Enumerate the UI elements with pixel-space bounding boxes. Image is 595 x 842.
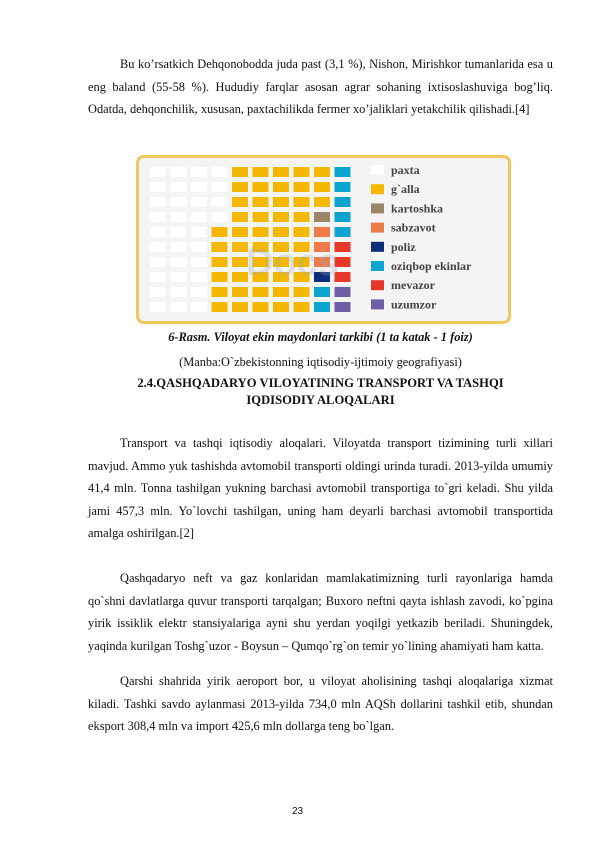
legend-label-paxta: paxta	[391, 163, 420, 177]
legend-swatch-uzumzor	[371, 299, 384, 309]
grid-cell-galla	[212, 287, 228, 297]
legend-swatch-paxta	[371, 165, 384, 175]
legend-label-poliz: poliz	[391, 239, 416, 254]
grid-cell-kartoshka	[314, 212, 330, 222]
grid-cell-sabzavot	[314, 227, 330, 237]
grid-cell-paxta	[150, 257, 166, 267]
grid-cell-paxta	[171, 182, 187, 192]
grid-cell-paxta	[191, 212, 207, 222]
grid-cell-galla	[273, 167, 289, 177]
page-number: 23	[291, 806, 304, 817]
grid-cell-paxta	[171, 272, 187, 282]
legend-label-oziqbop: oziqbop ekinlar	[391, 259, 472, 273]
grid-cell-paxta	[191, 302, 207, 312]
grid-cell-galla	[232, 182, 248, 192]
grid-cell-paxta	[212, 167, 228, 177]
grid-cell-galla	[273, 287, 289, 297]
grid-cell-galla	[294, 167, 310, 177]
grid-cell-galla	[212, 257, 228, 267]
grid-cell-galla	[212, 242, 228, 252]
grid-cell-galla	[232, 212, 248, 222]
grid-cell-paxta	[171, 242, 187, 252]
grid-cell-paxta	[171, 227, 187, 237]
grid-cell-galla	[294, 182, 310, 192]
grid-cell-paxta	[171, 167, 187, 177]
grid-cell-paxta	[171, 302, 187, 312]
legend-swatch-sabzavot	[371, 223, 384, 233]
grid-cell-paxta	[191, 242, 207, 252]
grid-cell-galla	[232, 167, 248, 177]
grid-cell-paxta	[191, 257, 207, 267]
grid-cell-paxta	[150, 287, 166, 297]
grid-cell-galla	[253, 302, 269, 312]
grid-cell-paxta	[191, 167, 207, 177]
legend-label-uzumzor: uzumzor	[391, 297, 437, 312]
grid-cell-galla	[232, 302, 248, 312]
grid-cell-paxta	[171, 257, 187, 267]
grid-cell-galla	[314, 167, 330, 177]
grid-cell-galla	[273, 212, 289, 222]
grid-cell-galla	[253, 167, 269, 177]
legend-label-mevazor: mevazor	[391, 278, 435, 293]
grid-cell-uzumzor	[335, 302, 351, 312]
grid-cell-galla	[253, 227, 269, 237]
crop-area-figure	[136, 155, 511, 324]
grid-cell-paxta	[212, 197, 228, 207]
crop-structure-grid-chart	[136, 155, 511, 324]
legend-swatch-mevazor	[371, 280, 384, 290]
grid-cell-galla	[253, 197, 269, 207]
paragraph-pipelines: Qashqadaryo neft va gaz konlaridan mamlakatimizning turli rayonlariga hamda qo`shni davlatlarga quvur transporti tarqalgan; Buxoro neftni qayta ishlash zavodi, ko`pgina yirik issiklik elektr stansiyalariga ayni shu yerdan yoqilgi yetkazib beriladi. Shuningdek, yaqinda kurilgan Toshg`uzor - Boysun – Qumqo`rg`on temir yo`lining ahamiyati ham katta.	[88, 571, 553, 653]
section-heading	[88, 375, 553, 409]
paragraph-farm-share: Bu ko’rsatkich Dehqonobodda juda past (3,1 %), Nishon, Mirishkor tumanlarida esa u eng baland (55-58 %). Hududiy farqlar asosan agrar sohaning ixtisoslashuviga bog’liq. Odatda, dehqonchilik, xususan, paxtachilikda fermer xo’jaliklari yetakchilik qilishadi.[4]	[88, 57, 553, 117]
grid-cell-galla	[232, 197, 248, 207]
figure-source: (Manba:O`zbekistonning iqtisodiy-ijtimoiy geografiyasi)	[179, 355, 462, 369]
grid-cell-paxta	[150, 272, 166, 282]
grid-cell-paxta	[150, 302, 166, 312]
grid-cell-paxta	[191, 182, 207, 192]
grid-cell-oziqbop	[335, 212, 351, 222]
grid-cell-galla	[294, 227, 310, 237]
legend-swatch-poliz	[371, 242, 384, 252]
grid-cell-galla	[294, 197, 310, 207]
grid-cell-galla	[253, 212, 269, 222]
grid-cell-paxta	[150, 182, 166, 192]
legend-swatch-kartoshka	[371, 203, 384, 213]
grid-cell-paxta	[191, 287, 207, 297]
grid-cell-galla	[273, 182, 289, 192]
grid-cell-galla	[253, 182, 269, 192]
grid-cell-galla	[294, 302, 310, 312]
grid-cell-paxta	[150, 227, 166, 237]
grid-cell-oziqbop	[335, 167, 351, 177]
grid-cell-galla	[273, 302, 289, 312]
grid-cell-paxta	[191, 272, 207, 282]
grid-cell-paxta	[212, 182, 228, 192]
grid-cell-galla	[212, 227, 228, 237]
grid-cell-paxta	[150, 212, 166, 222]
legend-label-sabzavot: sabzavot	[391, 220, 436, 235]
grid-cell-paxta	[171, 287, 187, 297]
grid-cell-paxta	[150, 197, 166, 207]
figure-caption: 6-Rasm. Viloyat ekin maydonlari tarkibi (1 ta katak - 1 foiz)	[168, 330, 473, 344]
grid-cell-galla	[314, 182, 330, 192]
grid-cell-galla	[294, 212, 310, 222]
legend-swatch-galla	[371, 184, 384, 194]
legend-label-kartoshka: kartoshka	[391, 201, 444, 216]
grid-cell-galla	[253, 287, 269, 297]
section-heading-text: 2.4.QASHQADARYO VILOYATINING TRANSPORT VA TASHQI IQDISODIY ALOQALARI	[137, 376, 504, 407]
figure-frame	[138, 157, 510, 323]
grid-cell-galla	[273, 227, 289, 237]
grid-cell-paxta	[212, 212, 228, 222]
grid-cell-galla	[232, 287, 248, 297]
grid-cell-paxta	[171, 212, 187, 222]
grid-cell-oziqbop	[314, 302, 330, 312]
watermark-text: Docs	[246, 242, 339, 284]
grid-cell-galla	[232, 227, 248, 237]
grid-cell-oziqbop	[335, 197, 351, 207]
grid-cell-paxta	[191, 197, 207, 207]
grid-cell-oziqbop	[335, 227, 351, 237]
legend-label-galla: g`alla	[391, 182, 420, 197]
grid-cell-uzumzor	[335, 287, 351, 297]
grid-cell-paxta	[150, 242, 166, 252]
grid-cell-paxta	[191, 227, 207, 237]
grid-cell-paxta	[150, 167, 166, 177]
grid-cell-paxta	[171, 197, 187, 207]
paragraph-transport: Transport va tashqi iqtisodiy aloqalari. Viloyatda transport tizimining turli xillari mavjud. Ammo yuk tashishda avtomobil transporti oldingi urinda turadi. 2013-yilda umumiy 41,4 mln. Tonna tashilgan yukning barchasi avtomobil transportiga to`gri keladi. Shu yilda jami 457,3 mln. Yo`lovchi tashilgan, uning ham deyarli barchasi avtomobil transportida amalga oshirilgan.[2]	[88, 436, 553, 541]
grid-cell-galla	[294, 287, 310, 297]
grid-cell-galla	[212, 272, 228, 282]
grid-cell-galla	[314, 197, 330, 207]
grid-cell-galla	[273, 197, 289, 207]
paragraph-trade: Qarshi shahrida yirik aeroport bor, u viloyat aholisining tashqi aloqalariga xizmat kiladi. Tashki savdo aylanmasi 2013-yilda 734,0 mln AQSh dollarini tashkil etib, shundan eksport 308,4 mln va import 425,6 mln dollarga teng bo`lgan.	[88, 674, 553, 734]
legend-swatch-oziqbop	[371, 261, 384, 271]
grid-cell-oziqbop	[335, 182, 351, 192]
grid-cell-oziqbop	[314, 287, 330, 297]
grid-cell-galla	[212, 302, 228, 312]
